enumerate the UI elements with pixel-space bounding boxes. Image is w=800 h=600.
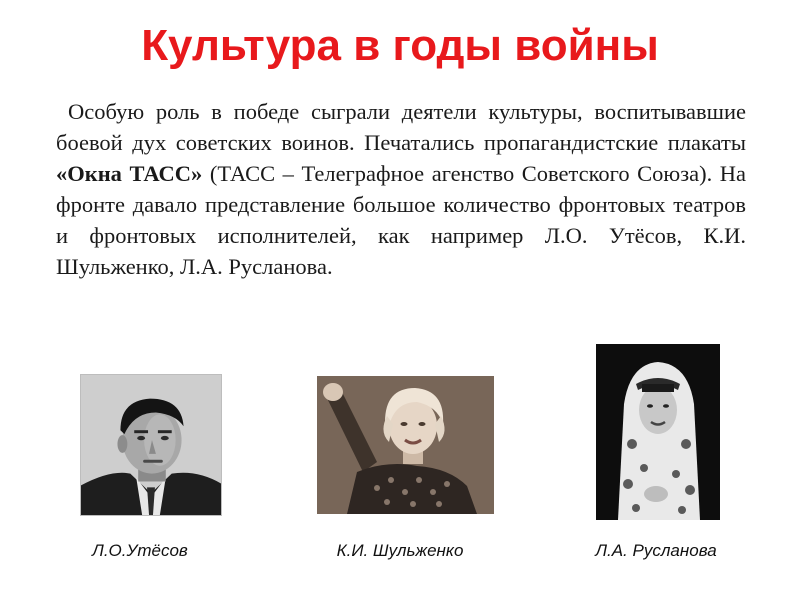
paragraph-bold-term: «Окна ТАСС» <box>56 161 203 186</box>
portrait-shulzhenko-image <box>317 376 494 514</box>
slide-title: Культура в годы войны <box>141 21 659 70</box>
caption-shulzhenko: К.И. Шульженко <box>336 541 464 560</box>
portrait-ruslanova-image <box>596 344 720 520</box>
slide-paragraph <box>56 96 746 282</box>
paragraph-text-start: Особую роль в победе сыграли деятели культуры, воспитывавшие боевой дух советских воинов. Печатались пропагандистские плакаты <box>56 99 746 155</box>
caption-ruslanova: Л.А. Русланова <box>595 541 717 560</box>
portrait-utesov-image <box>80 374 222 516</box>
paragraph-text-end: (ТАСС – Телеграфное агенство Советского Союза). На фронте давало представление большое количество фронтовых театров и фронтовых исполнителей, как например Л.О. Утёсов, К.И. Шульженко, Л.А. Русланова. <box>56 161 746 279</box>
caption-utesov: Л.О.Утёсов <box>92 541 188 560</box>
